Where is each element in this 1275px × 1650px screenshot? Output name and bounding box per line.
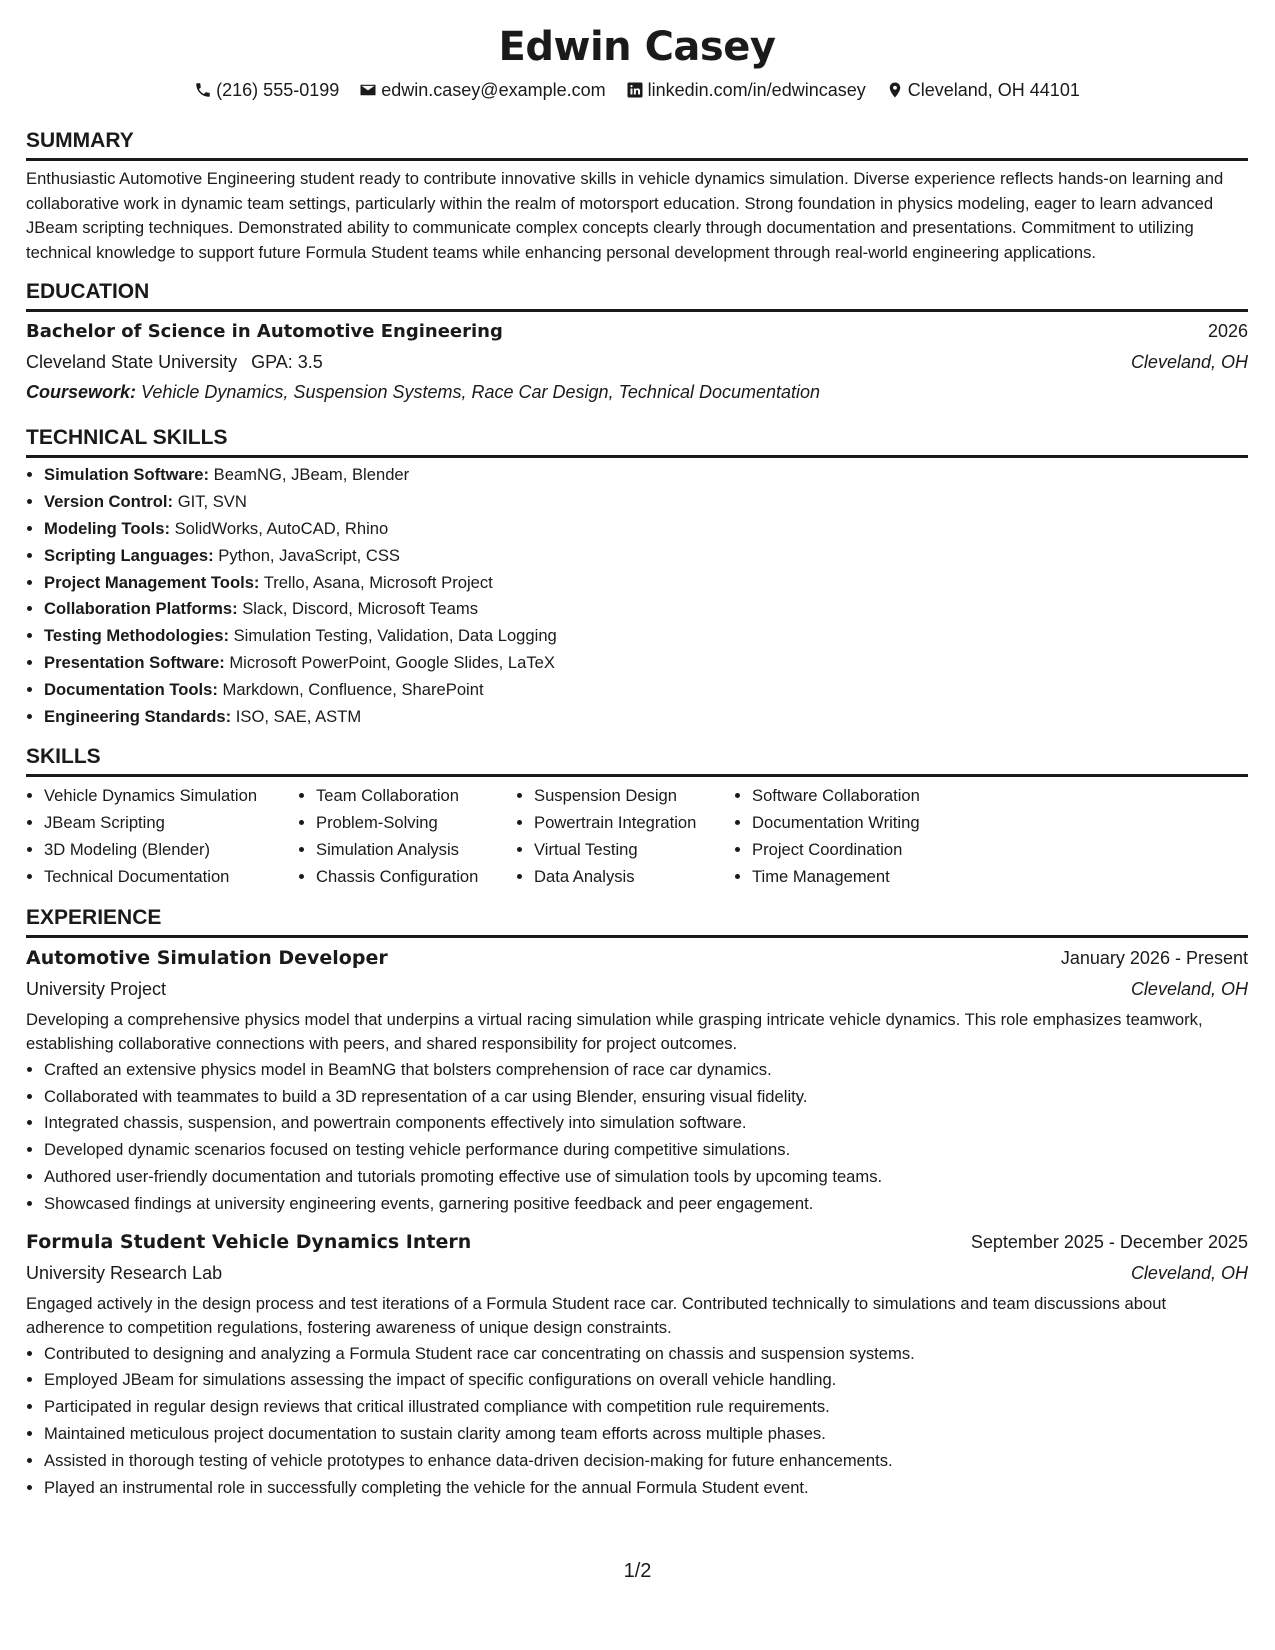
skill-label: Scripting Languages: (44, 545, 214, 565)
job-entry (26, 1226, 1248, 1502)
list-item (44, 516, 1248, 543)
list-item: • Contributed to designing and analyzing a Formula Student race car concentrating on chassis and suspension systems. (44, 1341, 1248, 1368)
list-item: • Suspension Design (534, 783, 734, 810)
skill-label: Collaboration Platforms: (44, 599, 238, 619)
gpa: GPA: 3.5 (251, 352, 323, 373)
list-item: • JBeam Scripting (44, 810, 298, 837)
contact-linkedin (626, 78, 866, 102)
summary-text: Enthusiastic Automotive Engineering student ready to contribute innovative skills in vehicle dynamics simulation. Diverse experience reflects hands-on learning and collaborative work in dynamic team settings, particularly within the realm of motorsport education. Strong foundation in physics modeling, eager to learn advanced JBeam scripting techniques. Demonstrated ability to communicate complex concepts clearly through documentation and presentations. Commitment to utilizing technical knowledge to support future Formula Student teams while enhancing personal development through real-world engineering applications. (26, 169, 1224, 262)
list-item (44, 704, 1248, 731)
resume-page (26, 20, 1248, 1501)
envelope-icon (359, 81, 377, 99)
list-item: • Technical Documentation (44, 864, 298, 891)
list-item: • Team Collaboration (316, 783, 516, 810)
skill-label: Documentation Tools: (44, 679, 218, 699)
list-item: • 3D Modeling (Blender) (44, 837, 298, 864)
job-dates: September 2025 - December 2025 (970, 1231, 1248, 1252)
list-item: • Chassis Configuration (316, 864, 516, 891)
list-item: • Documentation Writing (752, 810, 992, 837)
job-location: Cleveland, OH (1130, 978, 1248, 999)
section-title-skills: SKILLS (26, 744, 1248, 777)
contact-bar (26, 78, 1248, 102)
skill-value: GIT, SVN (177, 492, 247, 512)
section-title-summary: SUMMARY (26, 128, 1248, 161)
list-item: • Powertrain Integration (534, 810, 734, 837)
list-item: • Software Collaboration (752, 783, 992, 810)
page-number: 1/2 (623, 1560, 652, 1582)
skills-column (26, 783, 298, 890)
skill-value: Simulation Testing, Validation, Data Logging (233, 626, 557, 646)
skill-value: Slack, Discord, Microsoft Teams (242, 599, 478, 619)
list-item (44, 596, 1248, 623)
email-link[interactable]: edwin.casey@example.com (381, 80, 606, 100)
section-title-technical-skills: TECHNICAL SKILLS (26, 425, 1248, 458)
job-bullets (26, 1341, 1248, 1502)
degree-name: Bachelor of Science in Automotive Engineering (26, 321, 503, 343)
summary-section (26, 128, 1248, 265)
contact-email (359, 78, 605, 102)
skill-label: Testing Methodologies: (44, 626, 229, 646)
list-item: • Integrated chassis, suspension, and powertrain components effectively into simulation software. (44, 1110, 1248, 1137)
contact-phone (194, 78, 339, 102)
job-dates: January 2026 - Present (1060, 947, 1248, 968)
skill-label: Simulation Software: (44, 465, 210, 485)
list-item: • Project Coordination (752, 837, 992, 864)
experience-section (26, 905, 1248, 1502)
candidate-name: Edwin Casey (498, 24, 776, 70)
list-item: • Participated in regular design reviews that critical illustrated compliance with competition rule requirements. (44, 1394, 1248, 1421)
skill-label: Version Control: (44, 492, 174, 512)
skill-value: SolidWorks, AutoCAD, Rhino (174, 518, 389, 538)
job-location: Cleveland, OH (1130, 1262, 1248, 1283)
coursework-list: Vehicle Dynamics, Suspension Systems, Race Car Design, Technical Documentation (141, 382, 821, 403)
skill-value: Trello, Asana, Microsoft Project (263, 572, 493, 592)
technical-skills-section (26, 425, 1248, 730)
list-item (44, 543, 1248, 570)
skills-column (734, 783, 992, 890)
list-item: • Simulation Analysis (316, 837, 516, 864)
skill-label: Engineering Standards: (44, 706, 232, 726)
list-item: • Crafted an extensive physics model in BeamNG that bolsters comprehension of race car dynamics. (44, 1057, 1248, 1084)
list-item (44, 650, 1248, 677)
linkedin-link[interactable]: linkedin.com/in/edwincasey (647, 80, 866, 100)
skill-value: Microsoft PowerPoint, Google Slides, LaTeX (229, 652, 555, 672)
job-entry (26, 942, 1248, 1218)
skills-column (298, 783, 516, 890)
graduation-year: 2026 (1207, 321, 1248, 342)
job-organization: University Project (26, 978, 167, 999)
list-item (44, 570, 1248, 597)
skills-grid (26, 783, 1248, 890)
job-description: Developing a comprehensive physics model that underpins a virtual racing simulation while grasping intricate vehicle dynamics. This role emphasizes teamwork, establishing collaborative connections with peers, and shared responsibility for project outcomes. (26, 1009, 1203, 1054)
skill-value: ISO, SAE, ASTM (235, 706, 362, 726)
education-row-1 (26, 316, 1248, 347)
list-item: • Played an instrumental role in successfully completing the vehicle for the annual Formula Student event. (44, 1475, 1248, 1502)
list-item (44, 677, 1248, 704)
phone-text[interactable]: (216) 555-0199 (216, 80, 340, 100)
list-item: • Employed JBeam for simulations assessing the impact of specific configurations on overall vehicle handling. (44, 1367, 1248, 1394)
list-item (44, 489, 1248, 516)
school-name: Cleveland State University (26, 352, 238, 373)
job-title: Automotive Simulation Developer (26, 946, 388, 969)
skill-value: Markdown, Confluence, SharePoint (222, 679, 484, 699)
skill-label: Presentation Software: (44, 652, 225, 672)
list-item: • Assisted in thorough testing of vehicle prototypes to enhance data-driven decision-making for future enhancements. (44, 1448, 1248, 1475)
list-item: • Developed dynamic scenarios focused on testing vehicle performance during competitive simulations. (44, 1137, 1248, 1164)
job-organization: University Research Lab (26, 1262, 223, 1283)
job-description: Engaged actively in the design process and test iterations of a Formula Student race car. Contributed technically to simulations and team discussions about adherence to competition regulations, fostering awareness of unique design constraints. (26, 1293, 1167, 1338)
list-item: • Vehicle Dynamics Simulation (44, 783, 298, 810)
skill-label: Modeling Tools: (44, 518, 170, 538)
skill-value: Python, JavaScript, CSS (218, 545, 400, 565)
skills-section (26, 744, 1248, 890)
list-item: • Maintained meticulous project documentation to sustain clarity among team efforts across multiple phases. (44, 1421, 1248, 1448)
list-item: • Authored user-friendly documentation and tutorials promoting effective use of simulation tools by upcoming teams. (44, 1164, 1248, 1191)
skills-column (516, 783, 734, 890)
coursework (26, 377, 1248, 407)
list-item: • Showcased findings at university engineering events, garnering positive feedback and peer engagement. (44, 1191, 1248, 1218)
list-item: • Problem-Solving (316, 810, 516, 837)
list-item: • Virtual Testing (534, 837, 734, 864)
coursework-label: Coursework: (26, 382, 137, 403)
phone-icon (194, 81, 212, 99)
job-bullets (26, 1057, 1248, 1218)
list-item: • Data Analysis (534, 864, 734, 891)
contact-location (886, 78, 1080, 102)
map-pin-icon (886, 81, 904, 99)
education-row-2 (26, 347, 1248, 377)
education-location: Cleveland, OH (1130, 352, 1248, 373)
list-item (44, 462, 1248, 489)
technical-skills-list (26, 462, 1248, 730)
list-item: • Collaborated with teammates to build a 3D representation of a car using Blender, ensuring visual fidelity. (44, 1084, 1248, 1111)
list-item (44, 623, 1248, 650)
list-item: • Time Management (752, 864, 992, 891)
location-text: Cleveland, OH 44101 (907, 80, 1080, 100)
skill-value: BeamNG, JBeam, Blender (213, 465, 410, 485)
job-title: Formula Student Vehicle Dynamics Intern (26, 1230, 472, 1253)
linkedin-icon (626, 81, 644, 99)
section-title-education: EDUCATION (26, 279, 1248, 312)
skill-label: Project Management Tools: (44, 572, 260, 592)
education-section (26, 279, 1248, 407)
section-title-experience: EXPERIENCE (26, 905, 1248, 938)
